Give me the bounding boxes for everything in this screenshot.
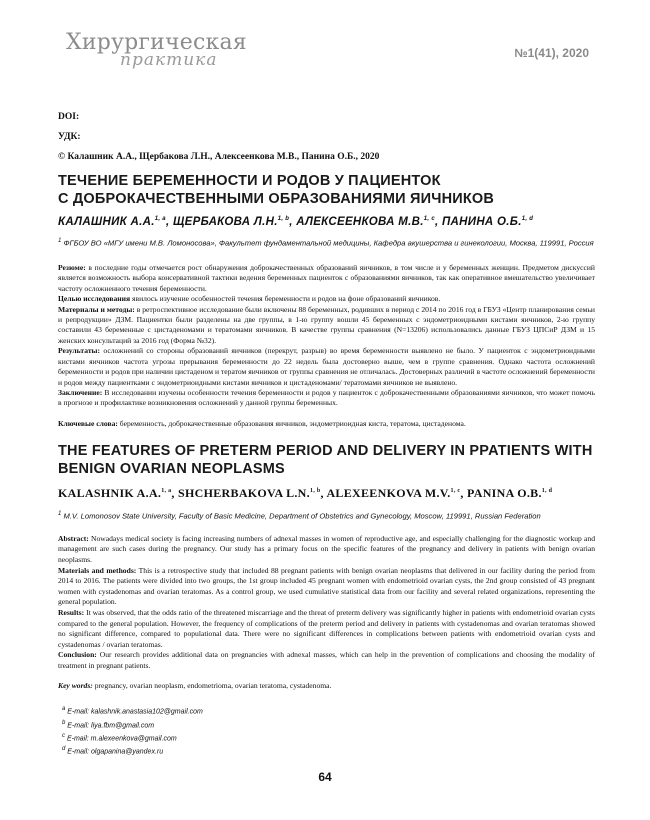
email-item: $^a$ E-mail: kalashnik.anastasia102@gmail.com (62, 706, 203, 716)
journal-logo-subtitle: практика (120, 50, 218, 70)
email-item: $^d$ E-mail: olgapanina@yandex.ru (62, 746, 164, 756)
abstract-ru-conclusion: Заключение: В исследовании изучены особенности течения беременности и родов у пациенток с доброкачественными образованиями яичников, что может помочь в прогнозе и профилактике возникновения осложнений у данной группы беременных. (58, 387, 595, 408)
udk-label: УДК: (58, 132, 81, 142)
title-en (58, 442, 595, 478)
keywords-ru: Ключевые слова: беременность, доброкачественные образования яичников, эндометриоидная киста, тератома, цистаденома. (58, 418, 466, 428)
author-en: PANINA O.B. (467, 485, 542, 500)
doi-label: DOI: (58, 112, 80, 122)
abstract-ru-aim: Целью исследования явилось изучение особенностей течения беременности и родов на фоне образований яичников. (58, 294, 441, 304)
abstract-ru-methods: Материалы и методы: в ретроспективное исследование были включены 88 беременных, родивших в период с 2014 по 2016 год в ГБУЗ «Центр планирования семьи и репродукции» ДЗМ. Пациентки были разделены на две группы, в 1-ю группу вошли 45 беременных с эндометриоидными кистами яичников, 2-ю группу составили 43 беременные с цистаденомами и тератомами яичников. В качестве группы сравнения (N=13206) использовались данные ГБУЗ ЦПСиР ДЗМ и 15 женских консультаций за 2016 год (Форма №32). (58, 304, 595, 345)
abstract-en (58, 534, 595, 672)
author-en: KALASHNIK A.A. (58, 485, 162, 500)
author-ru: КАЛАШНИК А.А. (58, 216, 155, 228)
title-ru-line1: ТЕЧЕНИЕ БЕРЕМЕННОСТИ И РОДОВ У ПАЦИЕНТОК (58, 173, 441, 189)
abstract-en-summary: Abstract: Nowadays medical society is facing increasing numbers of adnexal masses in women of reproductive age, and especially challenging for the diagnostic workup and management are such cases during the pregnancy. Our study has a primary focus on the specific features of the pregnancy and delivery in patients with benign ovarian neoplasms. (58, 533, 595, 564)
title-en-line2: BENIGN OVARIAN NEOPLASMS (58, 460, 285, 477)
email-item: $^b$ E-mail: liya.fbm@gmail.com (62, 719, 155, 730)
authors-ru: КАЛАШНИК А.А.$^{1, a}$, ЩЕРБАКОВА Л.Н.$^{1, b}$, АЛЕКСЕЕНКОВА М.В.$^{1, c}$, ПАНИНА О.Б.$^{1, d}$ (58, 216, 534, 228)
abstract-en-conclusion: Conclusion: Our research provides additional data on pregnancies with adnexal masses, which can help in the prevention of complications and choosing the modality of treatment in pregnant patients. (58, 650, 595, 670)
copyright-line: © Калашник А.А., Щербакова Л.Н., Алексеенкова М.В., Панина О.Б., 2020 (58, 152, 380, 162)
author-en: SHCHERBAKOVA L.N. (178, 485, 310, 500)
abstract-en-methods: Materials and methods: This is a retrospective study that included 88 pregnant patients with benign ovarian neoplasms that delivered in our facility during the period from 2014 to 2016. The patients were divided into two groups, the 1st group included 45 pregnant women with endometrioid ovarian cysts, the 2nd group consisted of 43 pregnant women with cystadenomas and ovarian teratomas. As a control group, we used cumulative statistical data from our facility and several related organizations, representing the general population. (58, 565, 595, 607)
page-number: 64 (318, 770, 332, 784)
keywords-en: Key words: pregnancy, ovarian neoplasm, endometrioma, ovarian teratoma, cystadenoma. (58, 681, 332, 691)
article-body (58, 112, 595, 758)
author-ru: ПАНИНА О.Б. (441, 216, 522, 228)
authors-en: KALASHNIK A.A.$^{1, a}$, SHCHERBAKOVA L.N.$^{1, b}$, ALEXEENKOVA M.V.$^{1, c}$, PANINA O.B.$^{1, d}$ (58, 485, 553, 500)
author-en: ALEXEENKOVA M.V. (326, 485, 451, 500)
author-ru: ЩЕРБАКОВА Л.Н. (172, 216, 278, 228)
affiliation-ru: $^1$ ФГБОУ ВО «МГУ имени М.В. Ломоносова», Факультет фундаментальной медицины, Кафедра акушерства и гинекологии, Москва, 119991, Россия (58, 238, 594, 248)
email-list (58, 704, 595, 757)
journal-logo-title: Хирургическая (66, 30, 247, 55)
title-ru-line2: С ДОБРОКАЧЕСТВЕННЫМИ ОБРАЗОВАНИЯМИ ЯИЧНИКОВ (58, 191, 495, 207)
abstract-ru-results: Результаты: осложнений со стороны образований яичников (перекрут, разрыв) во время беременности выявлено не было. У пациенток с эндометриоидными кистами яичников частота угрозы прерывания беременности до 22 недель была достоверно выше, чем в группе сравнения. Однако частота осложнений беременности и родов при наличии цистаденом и тератом яичников от группы сравнения не отличалась. Достоверных различий в частоте осложнений беременности и родов между пациентками с эндометриоидными кистами яичников и цистаденомами/ тератомами яичников не выявлено. (58, 346, 595, 387)
email-item: $^c$ E-mail: m.alexeenkova@gmail.com (62, 733, 177, 743)
abstract-ru (58, 263, 595, 409)
abstract-ru-summary: Резюме: в последние годы отмечается рост обнаружения доброкачественных образований яичников, в том числе и у беременных женщин. Предметом дискуссий является возможность выбора консервативной тактики ведения беременных пациенток с образованиями яичников, так как оперативное вмешательство увеличивает частоту осложненного течения беременности. (58, 263, 595, 293)
issue-number: №1(41), 2020 (514, 46, 589, 60)
affiliation-en: $^1$ M.V. Lomonosov State University, Faculty of Basic Medicine, Department of Obstetrics and Gynecology, Moscow, 119991, Russian Federation (58, 510, 541, 521)
title-en-line1: THE FEATURES OF PRETERM PERIOD AND DELIVERY IN PPATIENTS WITH (58, 442, 593, 459)
title-ru (58, 172, 595, 208)
author-ru: АЛЕКСЕЕНКОВА М.В. (296, 216, 424, 228)
abstract-en-results: Results: It was observed, that the odds ratio of the threatened miscarriage and the threat of preterm delivery was significantly higher in patients with endometrioid ovarian cysts compared to the general population. However, the frequency of complications of the preterm period and delivery in patients with cystadenomas and ovarian teratomas showed no significant difference, compared to populational data. There were no significant differences in complications between patients with endometrioid ovarian cysts and cystadenomas / ovarian teratomas. (58, 607, 595, 649)
